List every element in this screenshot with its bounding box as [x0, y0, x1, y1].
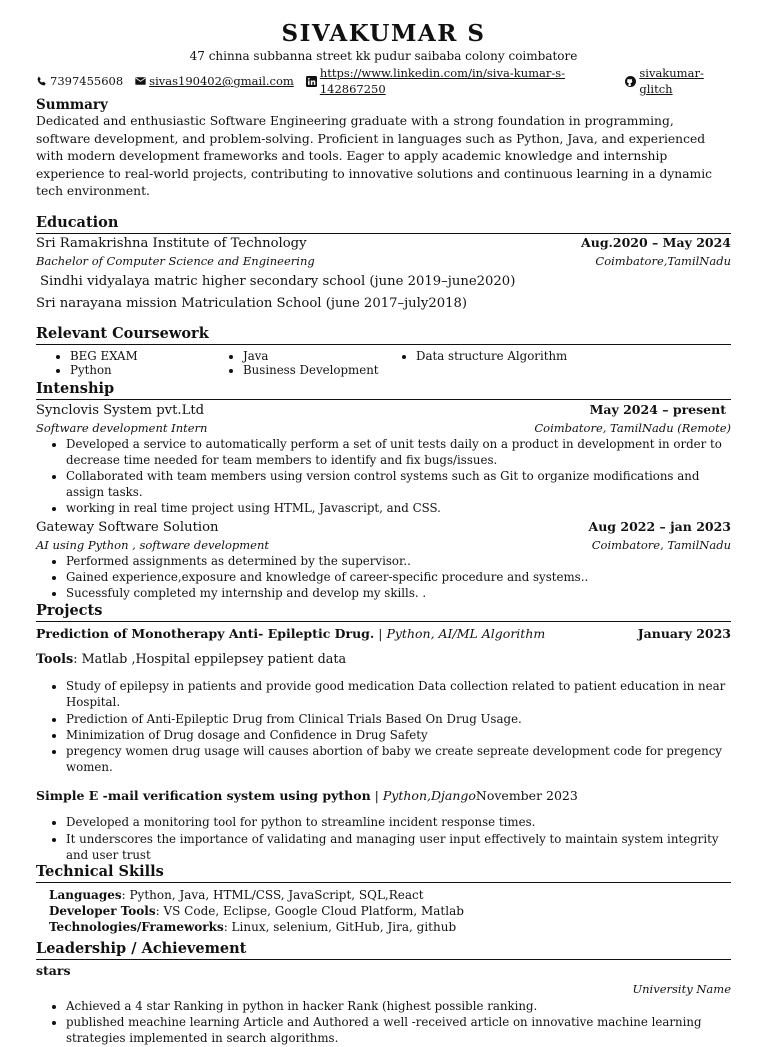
resume-header — [36, 20, 731, 97]
internship-entry — [36, 519, 731, 602]
degree: Bachelor of Computer Science and Engineering — [36, 253, 315, 268]
project-bullet: • Developed a monitoring tool for python to streamline incident response times. — [66, 814, 731, 830]
skills-frameworks — [49, 919, 731, 935]
phone-contact — [36, 65, 123, 97]
course-item: • Data structure Algorithm — [416, 349, 577, 363]
project-date: November 2023 — [475, 788, 578, 804]
phone-icon — [36, 76, 47, 87]
tools-value: : Matlab ,Hospital eppilepsey patient data — [73, 652, 347, 668]
achievement-bullet: • published meachine learning Article and Authored a well -received article on innovative machine learning strategies implemented in search algorithms. — [66, 1014, 731, 1046]
achievement-bullet: • Achieved a 4 star Ranking in python in hacker Rank (highest possible ranking. — [66, 998, 731, 1014]
dev-tools-value: : VS Code, Eclipse, Google Cloud Platform, Matlab — [155, 903, 464, 918]
email-contact[interactable] — [135, 65, 294, 97]
job-bullet: • Developed a service to automatically perform a set of unit tests daily on a product in development in order to decrease time needed for team members to identify and fix bugs/issues. — [66, 436, 731, 468]
education-location: Coimbatore,TamilNadu — [595, 253, 731, 268]
education-section — [36, 214, 731, 313]
job-bullet: • Gained experience,exposure and knowledge of career-specific procedure and systems.. — [66, 569, 731, 585]
education-heading: Education — [36, 214, 731, 234]
coursework-section — [36, 325, 731, 377]
project-bullet: • It underscores the importance of validating and managing user input effectively to maintain system integrity and user trust — [66, 831, 731, 863]
project-separator: | — [378, 626, 383, 642]
leadership-org: stars — [36, 962, 71, 978]
skills-languages — [49, 887, 731, 903]
project-separator: | — [374, 788, 379, 804]
job-dates: May 2024 – present — [589, 401, 726, 417]
frameworks-value: : Linux, selenium, GitHub, Jira, github — [223, 919, 457, 934]
skills-section — [36, 863, 731, 935]
institution-name: Sri Ramakrishna Institute of Technology — [36, 235, 307, 251]
company-name: Synclovis System pvt.Ltd — [36, 402, 205, 418]
project-name: Simple E -mail verification system using python — [36, 788, 371, 804]
education-dates: Aug.2020 – May 2024 — [581, 234, 731, 250]
github-link[interactable]: sivakumar-glitch — [639, 66, 704, 96]
job-bullet: • Collaborated with team members using version control systems such as Git to organize modifications and assign tasks. — [66, 468, 731, 500]
project-entry — [36, 626, 731, 775]
linkedin-contact[interactable] — [306, 65, 614, 97]
job-role: AI using Python , software development — [36, 537, 270, 552]
languages-value: : Python, Java, HTML/CSS, JavaScript, SQL,React — [121, 887, 424, 902]
matriculation-school: Sri narayana mission Matriculation School (june 2017–july2018) — [36, 295, 468, 311]
leadership-section — [36, 940, 731, 1047]
coursework-heading: Relevant Coursework — [36, 325, 731, 345]
project-bullet: • Prediction of Anti-Epileptic Drug from Clinical Trials Based On Drug Usage. — [66, 711, 731, 727]
course-item: • Business Development — [243, 363, 404, 377]
job-role: Software development Intern — [36, 420, 208, 435]
course-item: • BEG EXAM — [70, 349, 231, 363]
job-bullet: • Performed assignments as determined by the supervisor.. — [66, 553, 731, 569]
candidate-name: SIVAKUMAR S — [281, 20, 486, 47]
course-item: • Java — [243, 349, 404, 363]
languages-label: Languages — [49, 887, 122, 902]
summary-section — [36, 98, 731, 201]
job-dates: Aug 2022 – jan 2023 — [588, 518, 731, 534]
project-tech: Python,Django — [382, 788, 476, 804]
envelope-icon — [135, 76, 146, 87]
project-tech: Python, AI/ML Algorithm — [386, 626, 546, 642]
job-location: Coimbatore, TamilNadu (Remote) — [534, 420, 731, 435]
internship-section — [36, 380, 731, 602]
project-name: Prediction of Monotherapy Anti- Epileptic Drug. — [36, 626, 375, 642]
job-location: Coimbatore, TamilNadu — [591, 537, 731, 552]
job-bullet: • Sucessfuly completed my internship and develop my skills. . — [66, 585, 731, 601]
email-link[interactable]: sivas190402@gmail.com — [149, 74, 294, 88]
secondary-school: Sindhi vidyalaya matric higher secondary school (june 2019–june2020) — [40, 273, 516, 289]
project-bullet: • Study of epilepsy in patients and provide good medication Data collection related to patient education in near Hospital. — [66, 678, 731, 710]
project-bullet: • pregency women drug usage will causes abortion of baby we create sepreate development code for pregency women. — [66, 743, 731, 775]
summary-text: Dedicated and enthusiastic Software Engineering graduate with a strong foundation in programming, software development, and problem-solving. Proficient in languages such as Python, Java, and experienced with modern development frameworks and tools. Eager to apply academic knowledge and internship experience to real-world projects, contributing to innovative solutions and continuous learning in a dynamic tech environment. — [36, 114, 713, 198]
summary-heading: Summary — [36, 97, 108, 113]
dev-tools-label: Developer Tools — [49, 903, 156, 918]
frameworks-label: Technologies/Frameworks — [49, 919, 224, 934]
internship-heading: Intenship — [36, 380, 731, 400]
github-icon — [625, 76, 636, 87]
phone-number: 7397455608 — [50, 74, 124, 88]
projects-section — [36, 602, 731, 863]
job-bullet: • working in real time project using HTML, Javascript, and CSS. — [66, 500, 731, 516]
leadership-heading: Leadership / Achievement — [36, 940, 731, 960]
project-bullet: • Minimization of Drug dosage and Confidence in Drug Safety — [66, 727, 731, 743]
skills-tools — [49, 903, 731, 919]
projects-heading: Projects — [36, 602, 731, 622]
tools-label: Tools — [36, 652, 74, 668]
contact-line — [36, 65, 731, 97]
internship-entry — [36, 402, 731, 517]
github-contact[interactable] — [625, 65, 731, 97]
skills-heading: Technical Skills — [36, 863, 731, 883]
university-name: University Name — [632, 981, 731, 996]
project-entry — [36, 788, 731, 863]
company-name: Gateway Software Solution — [36, 519, 219, 535]
course-item: • Python — [70, 363, 231, 377]
linkedin-icon — [306, 76, 317, 87]
project-tools — [36, 652, 731, 668]
linkedin-link[interactable]: https://www.linkedin.com/in/siva-kumar-s-142867250 — [319, 66, 566, 96]
address: 47 chinna subbanna street kk pudur saibaba colony coimbatore — [189, 49, 578, 63]
project-date: January 2023 — [637, 626, 731, 642]
resume-page — [36, 20, 731, 1047]
